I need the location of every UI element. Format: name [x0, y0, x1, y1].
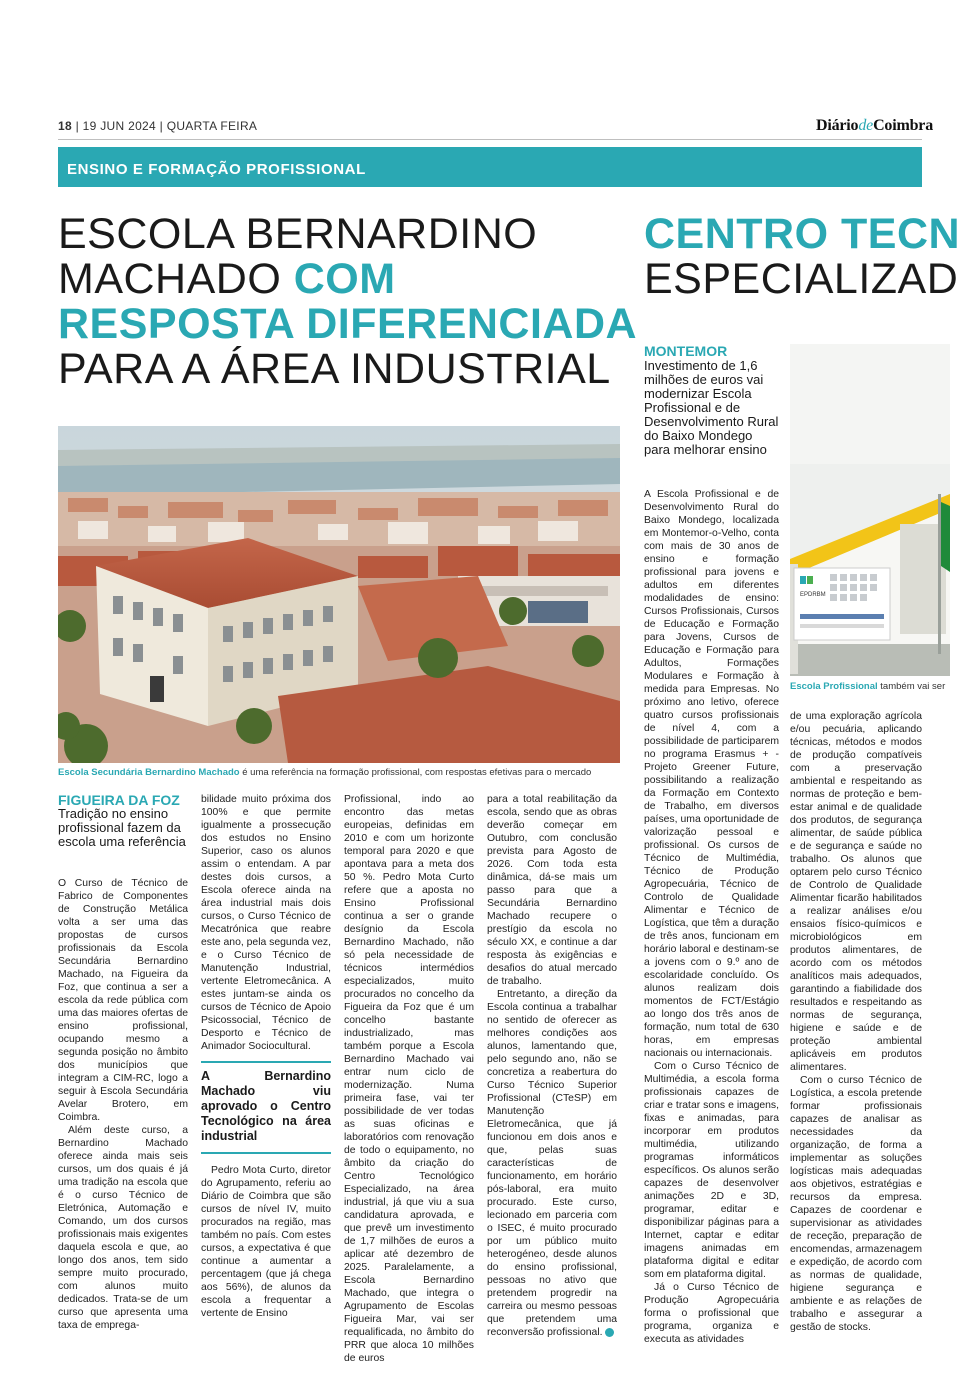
school-entrance-photo [790, 344, 950, 676]
newspaper-logo: DiáriodeCoimbra [816, 117, 933, 134]
article-column-3: Profissional, indo ao encontro das metas europeias, definidas em 2010 e com um horizonte temporal para 2020 e que apontava para a meta dos 50 %. Pedro Mota Curto refere que a aposta no Ensino Profissional continua a ser o grande desígnio da Escola Bernardino Machado, não só pela necessidade de técnicos intermédios especializados, muito procurados no concelho da Figueira da Foz que é um concelho bastante industrializado, mas também porque a Escola Bernardino Machado vai entrar num ciclo de modernização. Numa primeira fase, vai ter possibilidade de ver todas as suas oficinas e laboratórios com renovação de todo o equipamento, no âmbito da criação do Centro Tecnológico Especializado, na área industrial, já que viu a sua candidatura aprovada, e que prevê um investimento de 1,7 milhões de euros a aplicar até dezembro de 2025. Paralelamente, a Escola Bernardino Machado, que integra o Agrupamento de Escolas Figueira Mar, vai ser requalificada, no âmbito do PRR que aloca 10 milhões de euros [344, 794, 474, 1364]
second-article-lead: MONTEMOR Investimento de 1,6 milhões de euros vai modernizar Escola Profissional e de Desenvolvimento Rural do Baixo Mondego para melhorar ensino [644, 343, 779, 457]
sign-text: EPDRBM [800, 592, 826, 598]
weekday: QUARTA FEIRA [166, 119, 258, 133]
article-column-1: O Curso de Técnico de Fabrico de Componentes de Construção Metálica volta a ser uma das propostas de cursos profissionais da Escola Secundária Bernardino Machado, na Figueira da Foz, que continua a ser a escola da rede pública com uma das maiores ofertas de ensino profissional, ocupando mesmo a segunda posição no âmbito dos municípios que integram a CIM-RC, logo a seguir à Escola Secundária Avelar Brotero, em Coimbra. Além deste curso, a Bernardino Machado oferece ainda mais seis cursos, um dos quais é já uma tradição na escola que é o curso Técnico de Eletrónica, Automação e Comando, um dos cursos profissionais mais exigentes daquela escola e que, ao longo dos anos, tem sido sempre muito procurado, com alunos muito dedicados. Trata-se de um curso que apresenta uma taxa de emprega- [58, 878, 188, 1331]
page-meta: 18 | 19 JUN 2024 | QUARTA FEIRA [58, 119, 258, 133]
article-subhead: FIGUEIRA DA FOZ Tradição no ensino profissional fazem da escola uma referência [58, 793, 188, 849]
second-article-column-1: A Escola Profissional e de Desenvolvimento Rural do Baixo Mondego, localizada em Montemor-o-Velho, conta com mais de 30 anos de ensino e formação profissional para jovens e adultos em diferentes modalidades de ensino: Cursos Profissionais, Cursos de Educação e Formação para Jovens, Cursos de Educação e Formação para Adultos, Formações Modulares e Formação à medida para Empresas. No próximo ano letivo, oferece quatro cursos profissionais de nível 4, com a possibilidade de participarem no programa Erasmus + - Projeto Greener Future, possibilitando a realização da Formação em Contexto de Trabalho, em diversos países, uma oportunidade de valorização pessoal e profissional. Os cursos de Técnico de Multimédia, Técnico de Produção Agropecuária, Técnico de Controlo de Qualidade Alimentar e Técnico de Logística, que têm a duração de três anos, funcionam em horário laboral e destinam-se a jovens com o 9.º ano de escolaridade concluído. Os alunos realizam dois momentos de FCT/Estágio ao longo dos três anos de formação, num total de 630 horas, em empresas nacionais ou internacionais. Com o Curso Técnico de Multimédia, a escola forma profissionais capazes de criar e tratar sons e imagens, fixas e animadas, para incorporar em produtos multimédia, utilizando programas informáticos específicos. Os alunos serão capazes de desenvolver animações 2D e 3D, programar, editar e disponibilizar páginas para a Internet, captar e editar imagens animadas em plataforma digital e editar som em plataforma digital. Já o Curso Técnico de Produção Agropecuária forma o profissional que programa, organiza e executa as atividades [644, 489, 779, 1345]
photo-caption: Escola Secundária Bernardino Machado é uma referência na formação profissional, com respostas efetivas para o mercado [58, 767, 592, 778]
kicker-location: FIGUEIRA DA FOZ [58, 792, 180, 808]
article-column-2: bilidade muito próxima dos 100% e que permite igualmente a prossecução dos estudos no Ensino Superior, caso os alunos assim o entendam. A par destes dois cursos, a Escola oferece ainda na área industrial mais dois cursos, o Curso Técnico de Mecatrónica que reabre este ano, pela segunda vez, e o Curso Técnico de Manutenção Industrial, vertente Eletromecânica. A estes juntam-se ainda os cursos de Técnico de Apoio Psicossocial, Técnico de Desporto e Técnico de Animador Sociocultural. A Bernardino Machado viu aprovado o Centro Tecnológico na área industrial Pedro Mota Curto, diretor do Agrupamento, referiu ao Diário de Coimbra que são cursos de nível IV, muito procurados na região, mas também no país. Com estes cursos, a expectativa é que continue a aumentar a percentagem (que já chega aos 56%), de alunos da escola a frequentar a vertente de Ensino [201, 794, 331, 1319]
second-article-column-2: de uma exploração agrícola e/ou pecuária, aplicando técnicas, métodos e modos de produção compatíveis com a preservação ambiental e respeitando as normas de proteção e bem-estar animal e de qualidade dos produtos, de segurança alimentar, de saúde pública e de segurança e saúde no trabalho. Os alunos que optarem pelo curso Técnico de Controlo de Qualidade Alimentar ficarão habilitados a realizar análises e/ou ensaios físico-químicos e microbiológicos em produtos alimentares, de acordo com os métodos analíticos mais adequados, garantindo a fiabilidade dos resultados e respeitando as normas de segurança, higiene e saúde e de proteção ambiental aplicáveis em produtos alimentares. Com o curso Técnico de Logística, a escola pretende formar profissionais capazes de analisar as necessidades da organização, de forma a implementar as soluções logísticas mais adequadas aos objetivos, estratégias e recursos da empresa. Capazes de coordenar e supervisionar as atividades de receção, preparação de encomendas, armazenagem e expedição, de acordo com as normas de qualidade, higiene segurança e ambiente e as relações de trabalho e assegurar a gestão de stocks. [790, 711, 922, 1333]
article-column-4: para a total reabilitação da escola, sendo que as obras deverão começar em Outubro, com conclusão prevista para Agosto de 2026. Com toda esta dinâmica, dá-se mais um passo para que a Secundária Bernardino Machado recupere o prestígio da escola no século XX, e continue a dar resposta às exigências e desafios do atual mercado de trabalho. Entretanto, a direção da Escola continua a trabalhar no sentido de oferecer as melhores condições aos alunos, lamentando que, pelo segundo ano, não se concretiza a reabertura do Curso Técnico Superior Profissional (CTeSP) em Manutenção Eletromecânica, que já funcionou em dois anos e que, pelas suas características de funcionamento, em horário pós-laboral, era muito procurado. Este curso, lecionado em parceria com o ISEC, é muito procurado por um público muito heterogéneo, desde alunos do ensino profissional, pessoas no ativo que pretendem progredir na carreira ou mesmo pessoas que pretendem uma reconversão profissional. [487, 794, 617, 1338]
school-aerial-photo [58, 426, 620, 763]
end-of-article-icon [605, 1328, 614, 1337]
second-photo-caption: Escola Profissional também vai ser [790, 681, 946, 692]
issue-date: 19 JUN 2024 [82, 119, 156, 133]
second-article-headline: CENTRO TECN ESPECIALIZAD [644, 212, 961, 302]
section-banner [58, 147, 922, 187]
page-number: 18 [58, 119, 72, 133]
article-headline: ESCOLA BERNARDINO MACHADO COM RESPOSTA DIFERENCIADA PARA A ÁREA INDUSTRIAL [58, 210, 638, 393]
section-title: ENSINO E FORMAÇÃO PROFISSIONAL [67, 161, 366, 178]
pull-quote: A Bernardino Machado viu aprovado o Centro Tecnológico na área industrial [201, 1061, 331, 1154]
top-divider [58, 139, 922, 140]
